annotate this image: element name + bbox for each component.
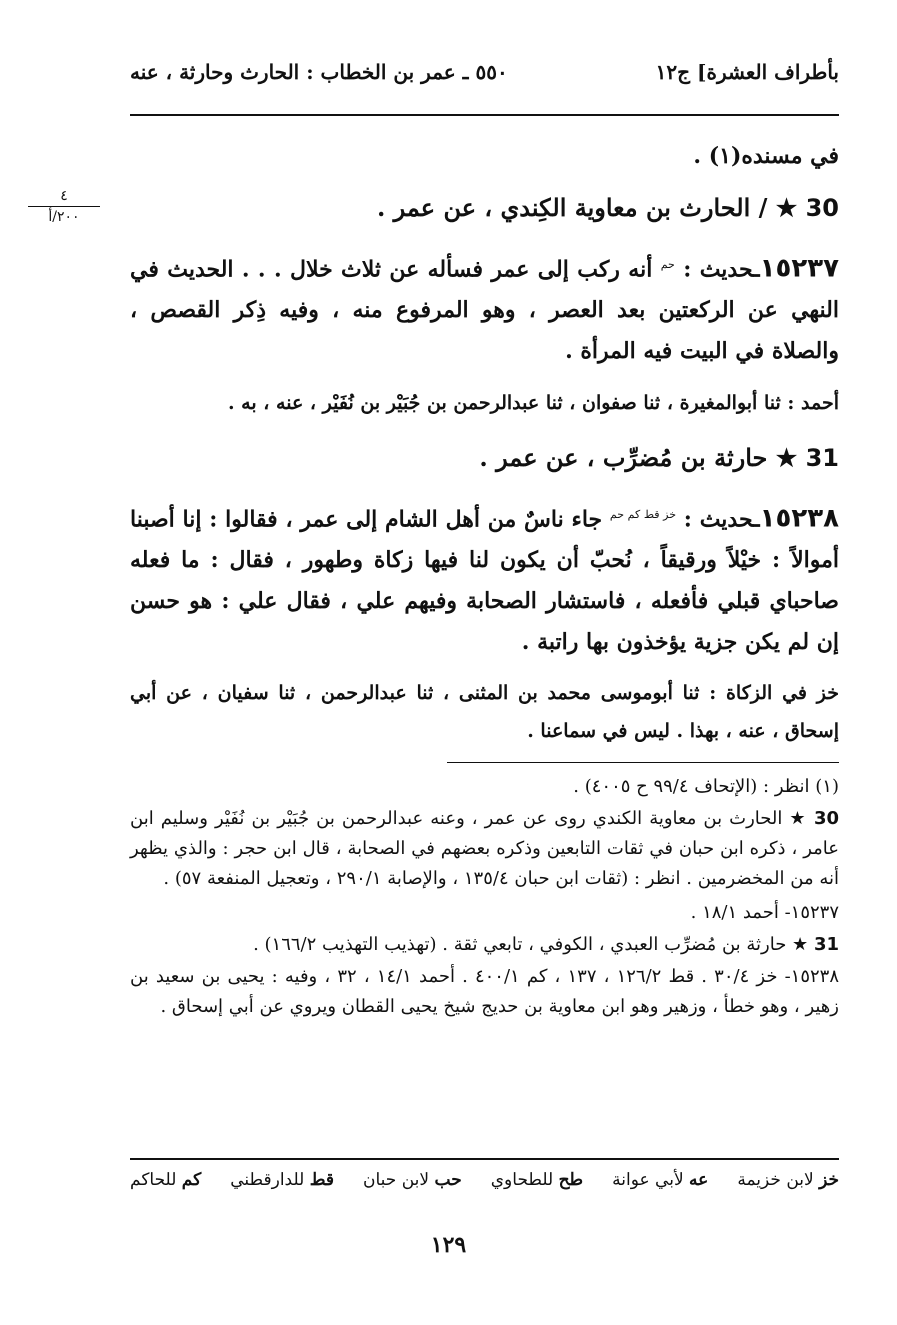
hadith-15238: [130, 494, 839, 663]
footnote-1: [130, 772, 839, 802]
footnote-text: ★ حارثة بن مُضرِّب العبدي ، الكوفي ، تابعي ثقة . (تهذيب التهذيب ١٦٦/٢) .: [253, 934, 809, 955]
footnote-15237: [130, 898, 839, 928]
hadith-15237: [130, 244, 839, 372]
legend-name: للدارقطني: [230, 1170, 305, 1190]
legend-abbr: حب: [434, 1170, 462, 1190]
source-symbols: خز قط كم حم: [609, 508, 677, 521]
hadith-prefix: ـحديث :: [683, 256, 760, 283]
legend-abbr: خز: [819, 1170, 839, 1190]
hadith-text: أنه ركب إلى عمر فسأله عن ثلاث خلال . . . الحديث في النهي عن الركعتين بعد العصر ، وهو المرفوع منه ، وفيه ذِكر القصص ، والصلاة في البيت فيه المرأة .: [130, 256, 839, 365]
footnote-15238: [130, 962, 839, 1022]
legend-item: [230, 1170, 334, 1190]
running-header: [130, 60, 839, 100]
section-title: ★ حارثة بن مُضرِّب ، عن عمر .: [479, 443, 798, 472]
legend-abbr: طح: [558, 1170, 584, 1190]
hadith-text: جاء ناسٌ من أهل الشام إلى عمر ، فقالوا : إنا أصبنا أموالاً : خيْلاً ورقيقاً ، نُحبّ أن يكون لنا فيها زكاة وطهور ، فقال : ما فعله صاحباي قبلي فأفعله ، فاستشار الصحابة وفيهم علي ، فقال علي : هو حسن إن لم يكن جزية يؤخذون بها راتبة .: [130, 506, 839, 656]
legend-item: [612, 1170, 708, 1190]
section-number: 31: [805, 444, 839, 472]
isnad-text: خز في الزكاة : ثنا أبوموسى محمد بن المثنى ، ثنا عبدالرحمن ، ثنا سفيان ، عن أبي إسحاق ، عنه ، بهذا . ليس في سماعنا .: [130, 682, 839, 742]
header-section-title: ٥٥٠ ـ عمر بن الخطاب : الحارث وحارثة ، عنه: [130, 60, 508, 84]
footnote-marker: 31: [813, 934, 839, 955]
section-number: 30: [805, 194, 839, 222]
header-rule: [130, 114, 839, 116]
legend-rule: [130, 1158, 839, 1160]
source-symbols: حم: [660, 258, 675, 271]
continuation-line: في مسنده(١) .: [693, 143, 839, 169]
margin-note-bottom: ٢٠٠/أ: [48, 209, 80, 225]
legend-abbr: قط: [309, 1170, 334, 1190]
hadith-prefix: ـحديث :: [683, 506, 760, 533]
section-heading-30: [130, 186, 839, 230]
continuation-text: [130, 136, 839, 177]
section-title: ★ / الحارث بن معاوية الكِندي ، عن عمر .: [376, 193, 798, 222]
margin-manuscript-ref: [28, 188, 100, 225]
legend-item: [363, 1170, 462, 1190]
footnote-text: ١٥٢٣٨- خز ٣٠/٤ . قط ١٢٦/٢ ، ١٣٧ ، كم ٤٠٠/١ . أحمد ١٤/١ ، ٣٢ ، وفيه : يحيى بن سعيد بن زهير ، وهو خطأ ، وزهير وهو ابن معاوية بن حديج شيخ يحيى القطان ويروي عن أبي إسحاق .: [130, 966, 840, 1017]
legend-abbr: كم: [181, 1170, 202, 1190]
header-book-title: بأطراف العشرة] ج١٢: [655, 60, 839, 84]
footnote-separator: [447, 762, 839, 763]
footnote-text: ١٥٢٣٧- أحمد ١٨/١ .: [690, 902, 839, 923]
footnote-30: [130, 804, 839, 894]
footnote-text: ★ الحارث بن معاوية الكندي روى عن عمر ، وعنه عبدالرحمن بن جُبَيْر بن نُفَيْر وسليم ابن عامر ، ذكره ابن حبان في ثقات التابعين وذكره بعضهم في الصحابة ، قال ابن حجر : والذي يظهر أنه من المخضرمين . انظر : (ثقات ابن حبان ١٣٥/٤ ، والإصابة ٢٩٠/١ ، وتعجيل المنفعة ٥٧) .: [130, 808, 839, 889]
abbreviations-legend: [130, 1170, 839, 1190]
hadith-number: ١٥٢٣٨: [759, 503, 839, 534]
section-heading-31: [130, 436, 839, 480]
footnotes: [130, 772, 839, 1022]
footnote-31: [130, 930, 839, 960]
legend-name: لأبي عوانة: [612, 1170, 684, 1190]
legend-name: للطحاوي: [490, 1170, 554, 1190]
legend-item: [130, 1170, 201, 1190]
legend-name: للحاكم: [130, 1170, 177, 1190]
legend-name: لابن حبان: [363, 1170, 430, 1190]
legend-abbr: عه: [689, 1170, 709, 1190]
legend-item: [491, 1170, 583, 1190]
page-number: ١٢٩: [430, 1232, 467, 1258]
isnad-chain-15238: [130, 674, 839, 750]
legend-name: لابن خزيمة: [737, 1170, 814, 1190]
margin-note-top: ٤: [28, 188, 100, 207]
footnote-marker: 30: [813, 808, 839, 829]
isnad-text: أحمد : ثنا أبوالمغيرة ، ثنا صفوان ، ثنا عبدالرحمن بن جُبَيْر بن نُفَيْر ، عنه ، به .: [227, 392, 839, 414]
isnad-chain-15237: [130, 386, 839, 420]
footnote-text: (١) انظر : (الإتحاف ٩٩/٤ ح ٤٠٠٥) .: [573, 776, 839, 797]
legend-item: [737, 1170, 839, 1190]
hadith-number: ١٥٢٣٧: [759, 253, 839, 284]
